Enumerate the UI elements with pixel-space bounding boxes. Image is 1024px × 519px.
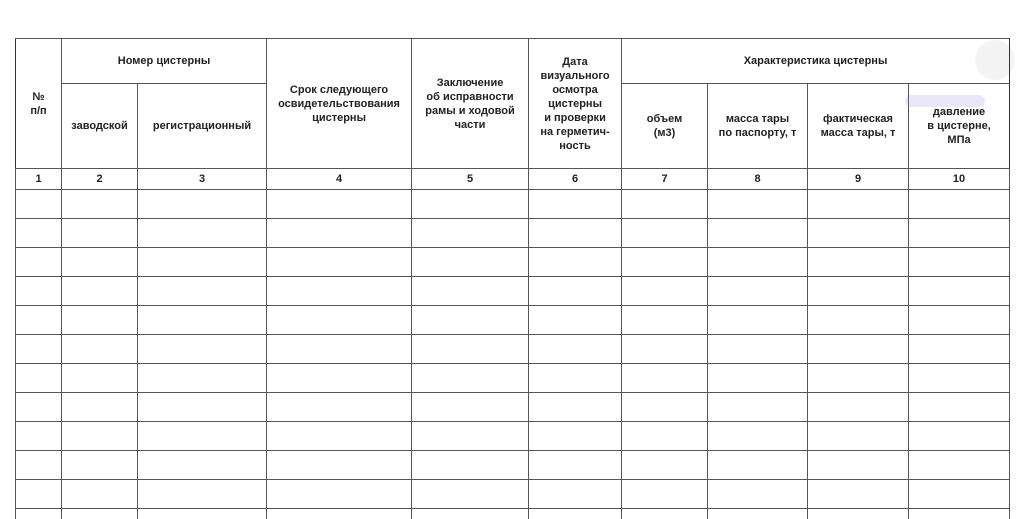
table-cell[interactable] xyxy=(412,219,529,248)
table-cell[interactable] xyxy=(16,480,62,509)
table-cell[interactable] xyxy=(529,422,622,451)
table-cell[interactable] xyxy=(622,509,708,519)
column-number: 7 xyxy=(622,169,708,190)
table-cell[interactable] xyxy=(808,422,909,451)
table-cell[interactable] xyxy=(708,306,808,335)
table-cell[interactable] xyxy=(412,393,529,422)
table-body xyxy=(16,169,1010,519)
table-cell[interactable] xyxy=(808,451,909,480)
tank-register-table xyxy=(15,38,1010,519)
table-cell[interactable] xyxy=(62,335,138,364)
table-cell[interactable] xyxy=(16,190,62,219)
table-cell[interactable] xyxy=(909,393,1010,422)
table-cell[interactable] xyxy=(62,393,138,422)
table-cell[interactable] xyxy=(412,335,529,364)
table-cell[interactable] xyxy=(138,306,267,335)
table-cell[interactable] xyxy=(138,335,267,364)
table-cell[interactable] xyxy=(808,190,909,219)
table-cell[interactable] xyxy=(622,422,708,451)
table-row xyxy=(16,422,1010,451)
table-cell[interactable] xyxy=(267,277,412,306)
table-cell[interactable] xyxy=(909,335,1010,364)
table-cell[interactable] xyxy=(708,509,808,519)
table-row xyxy=(16,393,1010,422)
header-visual-inspection-date: Дата визуального осмотра цистерны и проверки на герметич- ность xyxy=(529,39,622,169)
table-cell[interactable] xyxy=(529,364,622,393)
header-frame-conclusion: Заключение об исправности рамы и ходовой части xyxy=(412,39,529,169)
table-cell[interactable] xyxy=(16,451,62,480)
table-cell[interactable] xyxy=(808,219,909,248)
table-row xyxy=(16,451,1010,480)
column-number-row xyxy=(16,169,1010,190)
table-cell[interactable] xyxy=(267,306,412,335)
table-cell[interactable] xyxy=(62,248,138,277)
table-cell[interactable] xyxy=(267,219,412,248)
table-cell[interactable] xyxy=(708,277,808,306)
table-cell[interactable] xyxy=(909,480,1010,509)
table-cell[interactable] xyxy=(708,335,808,364)
column-number: 3 xyxy=(138,169,267,190)
table-cell[interactable] xyxy=(909,422,1010,451)
table-cell[interactable] xyxy=(909,306,1010,335)
table-row xyxy=(16,219,1010,248)
table-cell[interactable] xyxy=(16,335,62,364)
table-cell[interactable] xyxy=(62,190,138,219)
table-cell[interactable] xyxy=(412,277,529,306)
table-cell[interactable] xyxy=(708,219,808,248)
table-cell[interactable] xyxy=(622,248,708,277)
table-cell[interactable] xyxy=(909,364,1010,393)
table-cell[interactable] xyxy=(138,190,267,219)
table-cell[interactable] xyxy=(62,422,138,451)
table-cell[interactable] xyxy=(62,364,138,393)
table-cell[interactable] xyxy=(412,451,529,480)
table-cell[interactable] xyxy=(622,190,708,219)
table-row xyxy=(16,480,1010,509)
table-cell[interactable] xyxy=(138,393,267,422)
table-cell[interactable] xyxy=(16,277,62,306)
table-cell[interactable] xyxy=(529,277,622,306)
table-cell[interactable] xyxy=(909,277,1010,306)
table-cell[interactable] xyxy=(909,219,1010,248)
table-cell[interactable] xyxy=(267,335,412,364)
table-cell[interactable] xyxy=(529,190,622,219)
table-cell[interactable] xyxy=(909,248,1010,277)
table-cell[interactable] xyxy=(62,277,138,306)
table-cell[interactable] xyxy=(267,364,412,393)
column-number: 5 xyxy=(412,169,529,190)
table-cell[interactable] xyxy=(529,480,622,509)
table-cell[interactable] xyxy=(808,364,909,393)
table-cell[interactable] xyxy=(529,451,622,480)
table-row xyxy=(16,277,1010,306)
table-cell[interactable] xyxy=(708,248,808,277)
table-row xyxy=(16,248,1010,277)
table-cell[interactable] xyxy=(708,480,808,509)
column-number: 1 xyxy=(16,169,62,190)
table-cell[interactable] xyxy=(412,509,529,519)
table-cell[interactable] xyxy=(138,509,267,519)
table-cell[interactable] xyxy=(412,422,529,451)
table-cell[interactable] xyxy=(138,248,267,277)
table-cell[interactable] xyxy=(529,335,622,364)
table-cell[interactable] xyxy=(138,364,267,393)
header-tank-characteristics: Характеристика цистерны xyxy=(622,39,1010,84)
header-num: № п/п xyxy=(16,39,62,169)
table-cell[interactable] xyxy=(529,248,622,277)
table-cell[interactable] xyxy=(412,480,529,509)
table-cell[interactable] xyxy=(622,306,708,335)
table-cell[interactable] xyxy=(808,277,909,306)
table-cell[interactable] xyxy=(267,509,412,519)
column-number: 4 xyxy=(267,169,412,190)
table-cell[interactable] xyxy=(16,393,62,422)
table-cell[interactable] xyxy=(622,364,708,393)
table-cell[interactable] xyxy=(622,451,708,480)
table-cell[interactable] xyxy=(267,393,412,422)
table-cell[interactable] xyxy=(62,480,138,509)
table-cell[interactable] xyxy=(16,248,62,277)
table-cell[interactable] xyxy=(529,509,622,519)
table-cell[interactable] xyxy=(622,277,708,306)
table-cell[interactable] xyxy=(622,393,708,422)
table-cell[interactable] xyxy=(138,480,267,509)
table-cell[interactable] xyxy=(708,190,808,219)
table-cell[interactable] xyxy=(267,451,412,480)
table-cell[interactable] xyxy=(62,219,138,248)
table-cell[interactable] xyxy=(16,219,62,248)
table-cell[interactable] xyxy=(808,248,909,277)
table-cell[interactable] xyxy=(138,451,267,480)
table-cell[interactable] xyxy=(708,451,808,480)
table-cell[interactable] xyxy=(16,509,62,519)
table-cell[interactable] xyxy=(529,393,622,422)
table-cell[interactable] xyxy=(412,364,529,393)
table-cell[interactable] xyxy=(708,393,808,422)
table-cell[interactable] xyxy=(412,306,529,335)
table-cell[interactable] xyxy=(529,306,622,335)
header-pressure: давление в цистерне, МПа xyxy=(909,84,1010,169)
column-number: 6 xyxy=(529,169,622,190)
table-cell[interactable] xyxy=(808,509,909,519)
table-cell[interactable] xyxy=(708,422,808,451)
table-cell[interactable] xyxy=(808,480,909,509)
table-row xyxy=(16,509,1010,519)
table-cell[interactable] xyxy=(267,480,412,509)
table-cell[interactable] xyxy=(808,335,909,364)
table-cell[interactable] xyxy=(808,306,909,335)
table-cell[interactable] xyxy=(412,190,529,219)
table-cell[interactable] xyxy=(138,219,267,248)
table-cell[interactable] xyxy=(62,306,138,335)
column-number: 10 xyxy=(909,169,1010,190)
header-factory: заводской xyxy=(62,84,138,169)
table-cell[interactable] xyxy=(622,335,708,364)
table-cell[interactable] xyxy=(529,219,622,248)
header-registration: регистрационный xyxy=(138,84,267,169)
table-cell[interactable] xyxy=(138,422,267,451)
table-row xyxy=(16,335,1010,364)
table-cell[interactable] xyxy=(909,190,1010,219)
header-row-top xyxy=(16,39,1010,84)
table-cell[interactable] xyxy=(267,422,412,451)
table-cell[interactable] xyxy=(62,509,138,519)
table-row xyxy=(16,190,1010,219)
column-number: 9 xyxy=(808,169,909,190)
table-cell[interactable] xyxy=(16,364,62,393)
table-cell[interactable] xyxy=(622,219,708,248)
table-cell[interactable] xyxy=(412,248,529,277)
table-cell[interactable] xyxy=(622,480,708,509)
table-cell[interactable] xyxy=(267,190,412,219)
table-cell[interactable] xyxy=(16,422,62,451)
table-cell[interactable] xyxy=(708,364,808,393)
table-cell[interactable] xyxy=(909,509,1010,519)
column-number: 8 xyxy=(708,169,808,190)
header-next-inspection: Срок следующего освидетельствования цистерны xyxy=(267,39,412,169)
header-volume: объем (м3) xyxy=(622,84,708,169)
table-row xyxy=(16,364,1010,393)
table-cell[interactable] xyxy=(16,306,62,335)
header-tare-passport: масса тары по паспорту, т xyxy=(708,84,808,169)
header-tare-actual: фактическая масса тары, т xyxy=(808,84,909,169)
header-tank-number: Номер цистерны xyxy=(62,39,267,84)
table-cell[interactable] xyxy=(138,277,267,306)
table-cell[interactable] xyxy=(909,451,1010,480)
table-cell[interactable] xyxy=(62,451,138,480)
table-cell[interactable] xyxy=(808,393,909,422)
table-cell[interactable] xyxy=(267,248,412,277)
table-row xyxy=(16,306,1010,335)
column-number: 2 xyxy=(62,169,138,190)
